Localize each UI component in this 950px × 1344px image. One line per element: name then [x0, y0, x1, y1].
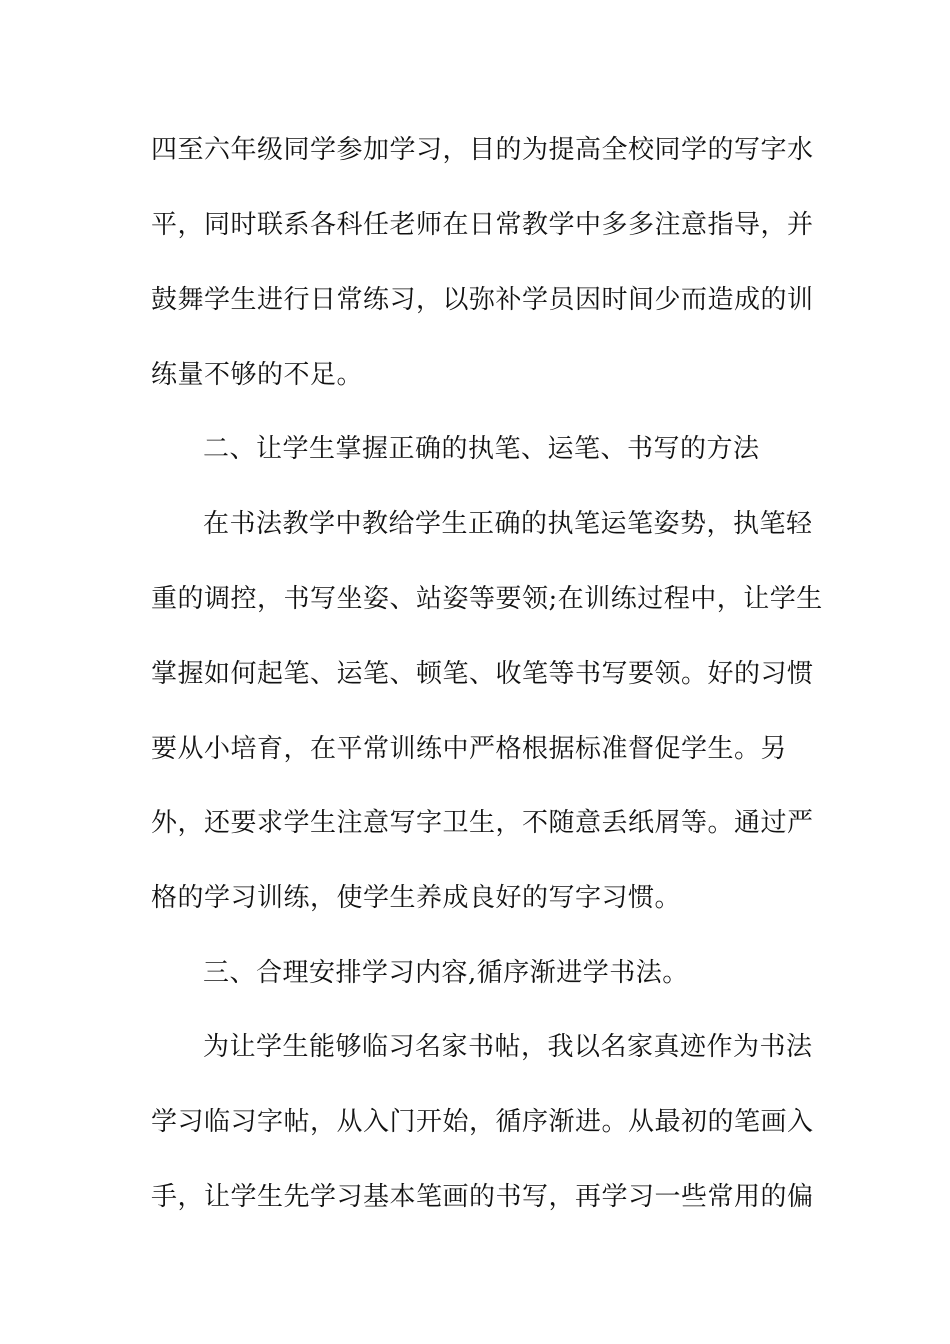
paragraph-line: 平，同时联系各科任老师在日常教学中多多注意指导，并 [151, 210, 814, 240]
section-heading: 三、合理安排学习内容,循序渐进学书法。 [203, 958, 689, 988]
paragraph-line: 学习临习字帖，从入门开始，循序渐进。从最初的笔画入 [151, 1107, 814, 1137]
paragraph-line: 在书法教学中教给学生正确的执笔运笔姿势，执笔轻 [203, 509, 813, 539]
paragraph-line: 重的调控，书写坐姿、站姿等要领;在训练过程中，让学生 [151, 584, 823, 614]
paragraph-line: 练量不够的不足。 [151, 360, 364, 390]
paragraph-line: 掌握如何起笔、运笔、顿笔、收笔等书写要领。好的习惯 [151, 659, 814, 689]
section-heading: 二、让学生掌握正确的执笔、运笔、书写的方法 [203, 434, 760, 464]
paragraph-line: 外，还要求学生注意写字卫生，不随意丢纸屑等。通过严 [151, 808, 814, 838]
paragraph-line: 要从小培育，在平常训练中严格根据标准督促学生。另 [151, 734, 788, 764]
paragraph-line: 手，让学生先学习基本笔画的书写，再学习一些常用的偏 [151, 1182, 814, 1212]
paragraph-line: 为让学生能够临习名家书帖，我以名家真迹作为书法 [203, 1032, 813, 1062]
paragraph-line: 鼓舞学生进行日常练习，以弥补学员因时间少而造成的训 [151, 285, 814, 315]
paragraph-line: 格的学习训练，使学生养成良好的写字习惯。 [151, 883, 682, 913]
paragraph-line: 四至六年级同学参加学习，目的为提高全校同学的写字水 [151, 135, 814, 165]
